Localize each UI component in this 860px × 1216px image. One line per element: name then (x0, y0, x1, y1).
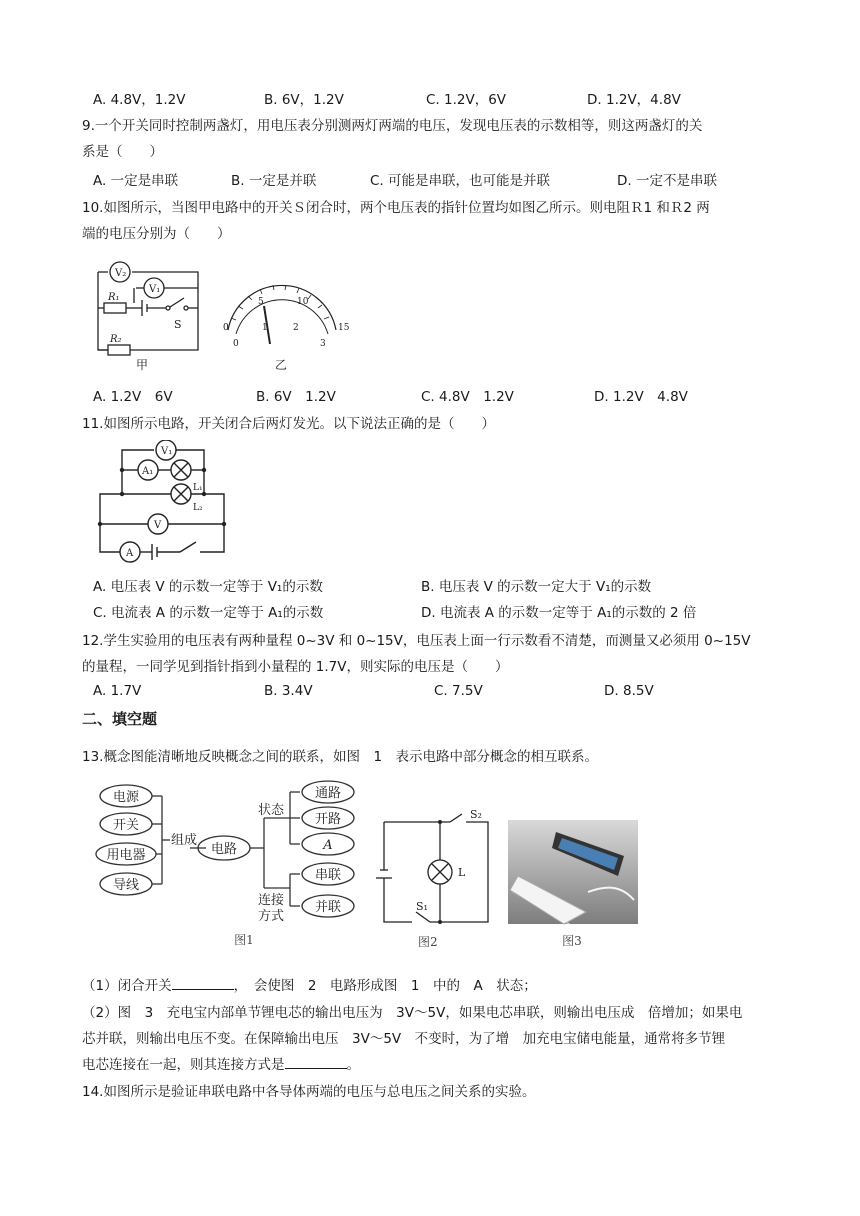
l1-label: L₁ (193, 483, 203, 493)
q13-stem: 13.概念图能清晰地反映概念之间的联系，如图 1 表示电路中部分概念的相互联系。 (82, 749, 599, 765)
v2-label: V₂ (115, 268, 127, 279)
a1-label: A₁ (142, 466, 154, 477)
fig3-caption: 图3 (562, 934, 582, 948)
q8-option-a: A. 4.8V，1.2V (93, 92, 186, 108)
part-switch: 开关 (112, 818, 140, 833)
r1-resistor-icon (104, 303, 126, 313)
scale-bottom-3: 3 (320, 339, 326, 349)
connect-label-2: 方式 (257, 909, 285, 924)
q8-option-d: D. 1.2V，4.8V (587, 92, 681, 108)
way-parallel: 并联 (314, 900, 342, 915)
scale-15: 15 (338, 323, 350, 333)
q10-option-c: C. 4.8V 1.2V (421, 389, 514, 405)
scale-10: 10 (297, 297, 309, 307)
q9-option-d: D. 一定不是串联 (617, 173, 717, 189)
s2-label: S₂ (470, 808, 482, 821)
q8-option-b: B. 6V，1.2V (264, 92, 344, 108)
switch-icon (180, 542, 196, 552)
dial-icon (228, 285, 336, 344)
q11-figure (92, 440, 232, 568)
q14-stem: 14.如图所示是验证串联电路中各导体两端的电压与总电压之间关系的实验。 (82, 1084, 536, 1100)
switch-s-icon (170, 298, 184, 307)
v1-label: V₁ (161, 446, 173, 457)
scale-top-0: 0 (223, 323, 229, 333)
connect-label-1: 连接 (257, 893, 285, 908)
q9-stem-line1: 9.一个开关同时控制两盏灯，用电压表分别测两灯两端的电压，发现电压表的示数相等，则这两盏灯的关 (82, 118, 703, 134)
state-open-circuit: 开路 (314, 812, 342, 827)
r2-resistor-icon (108, 345, 130, 355)
q11-option-a: A. 电压表 V 的示数一定等于 V₁的示数 (93, 579, 323, 595)
q10-option-b: B. 6V 1.2V (256, 389, 336, 405)
q9-option-b: B. 一定是并联 (231, 173, 317, 189)
v-label: V (154, 520, 162, 531)
scale-bottom-2: 2 (293, 323, 299, 333)
r2-label: R₂ (110, 334, 122, 345)
switch-s2-icon (450, 814, 462, 822)
a-label: A (126, 548, 134, 559)
q13-fig1-concept-map (94, 778, 384, 950)
state-closed-circuit: 通路 (314, 786, 342, 801)
q10-figure (86, 258, 356, 376)
scale-bottom-1: 1 (262, 323, 268, 333)
q13-fig3-power-bank-photo (508, 820, 640, 950)
q13-sub2-period: 。 (346, 1057, 360, 1073)
switch-s1-icon (416, 912, 430, 922)
q13-sub1-blank[interactable] (172, 977, 234, 990)
q11-option-b: B. 电压表 V 的示数一定大于 V₁的示数 (421, 579, 652, 595)
q12-option-a: A. 1.7V (93, 683, 142, 699)
state-label: 状态 (257, 803, 285, 818)
r1-label: R₁ (108, 292, 120, 303)
q10-option-d: D. 1.2V 4.8V (594, 389, 688, 405)
q9-stem-line2: 系是（ ） (82, 144, 163, 160)
q11-stem: 11.如图所示电路，开关闭合后两灯发光。以下说法正确的是（ ） (82, 416, 495, 432)
q13-sub2-line3 (82, 1053, 360, 1073)
state-a: A (323, 838, 333, 853)
q12-option-d: D. 8.5V (604, 683, 654, 699)
circuit-label: 电路 (210, 842, 238, 857)
s1-label: S₁ (416, 900, 428, 913)
q12-stem-line1: 12.学生实验用的电压表有两种量程 0~3V 和 0~15V，电压表上面一行示数看不清楚，而测量又必须用 0~15V (82, 633, 751, 649)
way-series: 串联 (314, 868, 342, 883)
s-label: S (174, 318, 182, 331)
v1-label: V₁ (149, 284, 161, 295)
q12-option-c: C. 7.5V (434, 683, 483, 699)
q13-sub2-line2: 芯并联，则输出电压不变。在保障输出电压 3V～5V 不变时，为了增 加充电宝储电能量，通常将多节锂 (82, 1031, 726, 1047)
q13-sub2-text: 电芯连接在一起，则其连接方式是 (82, 1057, 285, 1073)
q13-sub2-line1: （2）图 3 充电宝内部单节锂电芯的输出电压为 3V～5V，如果电芯串联，则输出电压成 倍增加；如果电 (82, 1005, 743, 1021)
fig1-caption: 图1 (234, 933, 254, 947)
l-label: L (458, 866, 466, 879)
yi-caption: 乙 (275, 358, 288, 372)
scale-bottom-0: 0 (233, 339, 239, 349)
part-wire: 导线 (112, 878, 140, 893)
part-appliance: 用电器 (106, 848, 146, 863)
part-power-source: 电源 (112, 790, 140, 805)
q10-stem-line1: 10.如图所示，当图甲电路中的开关Ｓ闭合时，两个电压表的指针位置均如图乙所示。则电阻Ｒ1 和Ｒ2 两 (82, 200, 710, 216)
composition-label: 组成 (170, 833, 198, 848)
scale-5: 5 (258, 297, 264, 307)
q13-sub1-text-b: ， 会使图 2 电路形成图 1 中的 A 状态； (233, 978, 537, 994)
q11-option-c: C. 电流表 A 的示数一定等于 A₁的示数 (93, 605, 324, 621)
jia-caption: 甲 (136, 358, 149, 372)
q10-option-a: A. 1.2V 6V (93, 389, 173, 405)
q12-option-b: B. 3.4V (264, 683, 313, 699)
q8-option-c: C. 1.2V，6V (426, 92, 507, 108)
q13-sub2-blank[interactable] (285, 1056, 347, 1069)
q10-stem-line2: 端的电压分别为（ ） (82, 226, 231, 242)
l2-label: L₂ (193, 503, 203, 513)
q11-option-d: D. 电流表 A 的示数一定等于 A₁的示数的 2 倍 (421, 605, 697, 621)
fig2-caption: 图2 (418, 935, 438, 949)
q13-fig2-circuit (370, 806, 500, 952)
q13-sub1 (82, 974, 537, 994)
q9-option-c: C. 可能是串联，也可能是并联 (370, 173, 551, 189)
section-title: 二、填空题 (82, 710, 158, 728)
q12-stem-line2: 的量程，一同学见到指针指到小量程的 1.7V，则实际的电压是（ ） (82, 659, 509, 675)
q9-option-a: A. 一定是串联 (93, 173, 179, 189)
q13-sub1-text-a: （1）闭合开关 (82, 978, 172, 994)
